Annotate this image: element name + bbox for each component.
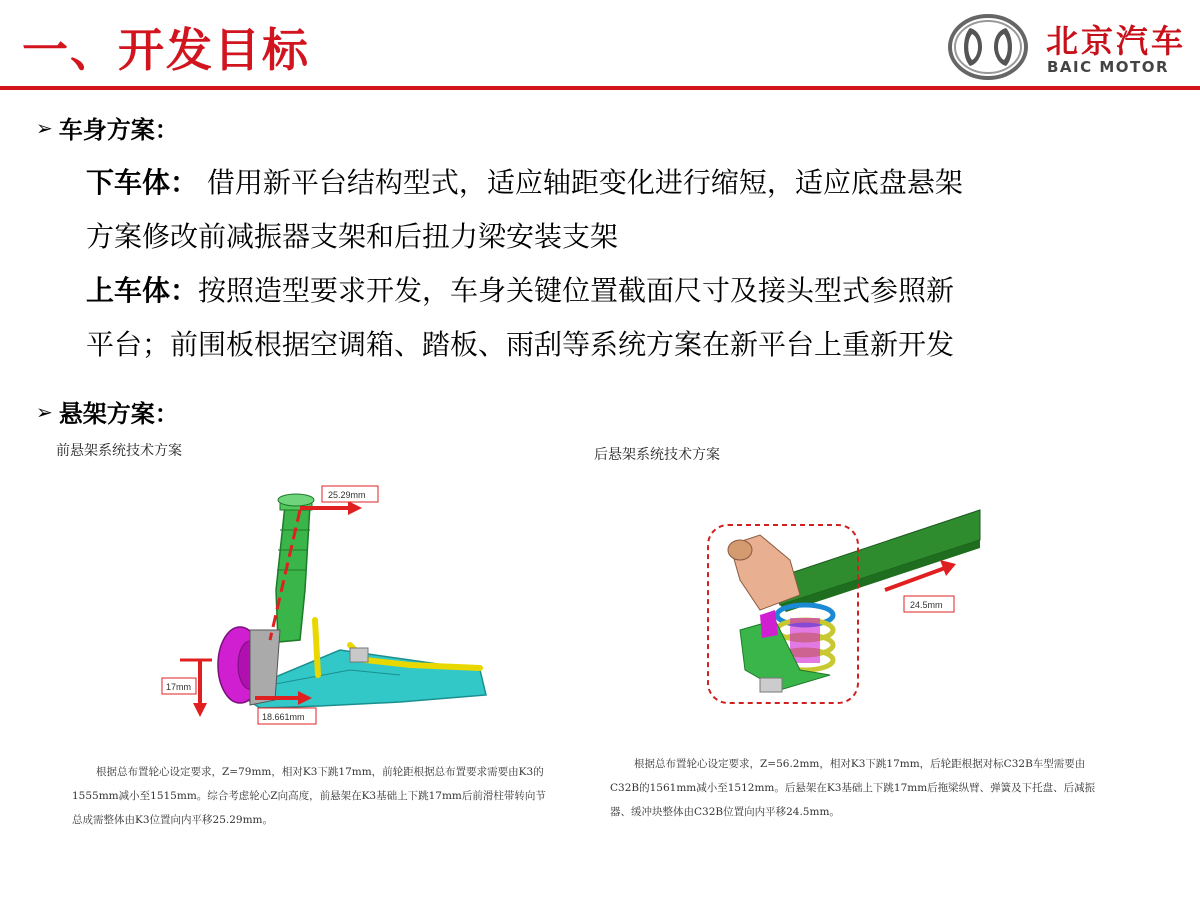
front-suspension-figure: [150, 470, 490, 730]
body-section-heading-text: 车身方案：: [58, 116, 179, 144]
lower-body-label: 下车体：: [86, 166, 199, 199]
front-dim-left-label: 17mm: [166, 682, 192, 692]
upper-body-line-2: 平台；前围板根据空调箱、踏板、雨刮等系统方案在新平台上重新开发: [86, 328, 955, 361]
rear-dim-label: 24.5mm: [910, 600, 943, 610]
front-suspension-diagram: [150, 470, 490, 730]
lower-body-text-1: 借用新平台结构型式，适应轴距变化进行缩短，适应底盘悬架: [198, 166, 963, 199]
bullet-arrow-icon: ➢: [36, 399, 53, 424]
front-note-line-2: 1555mm减小至1515mm。综合考虑轮心Z向高度，前悬架在K3基础上下跳17mm后前滑柱带转向节: [72, 790, 546, 802]
suspension-section-heading-text: 悬架方案：: [58, 400, 179, 428]
lower-body-line-1: [86, 166, 963, 200]
rear-suspension-diagram: [700, 500, 990, 710]
rear-note-line-2: C32B的1561mm减小至1512mm。后悬架在K3基础上下跳17mm后拖梁纵臂、弹簧及下托盘、后减振: [610, 782, 1096, 794]
front-dim-bottom-label: 18.661mm: [262, 712, 305, 722]
logo-text-cn: 北京汽车: [1046, 22, 1187, 60]
bullet-arrow-icon: ➢: [36, 115, 53, 140]
front-dim-top-label: 25.29mm: [328, 490, 366, 500]
baic-logo-icon: [948, 14, 1028, 80]
front-note-line-1: 根据总布置轮心设定要求，Z=79mm，相对K3下跳17mm，前轮距根据总布置要求需要由K3的: [96, 766, 544, 778]
body-section-heading: [36, 110, 179, 145]
front-note-line-3: 总成需整体由K3位置向内平移25.29mm。: [72, 814, 273, 826]
title-divider: [0, 86, 1200, 90]
lower-body-line-2: 方案修改前减振器支架和后扭力梁安装支架: [86, 220, 619, 253]
front-figure-caption: 前悬架系统技术方案: [56, 443, 182, 459]
suspension-section-heading: [36, 394, 179, 429]
slide-title: 一、开发目标: [22, 23, 310, 77]
rear-figure-caption: 后悬架系统技术方案: [594, 447, 720, 463]
rear-suspension-figure: [700, 500, 990, 710]
upper-body-line-1: [86, 274, 954, 308]
upper-body-label: 上车体：: [86, 274, 199, 307]
logo-text-en: BAIC MOTOR: [1047, 58, 1170, 76]
rear-note-line-1: 根据总布置轮心设定要求，Z=56.2mm，相对K3下跳17mm，后轮距根据对标C32B车型需要由: [634, 758, 1086, 770]
rear-note-line-3: 器、缓冲块整体由C32B位置向内平移24.5mm。: [610, 806, 840, 818]
upper-body-text-1: 按照造型要求开发，车身关键位置截面尺寸及接头型式参照新: [198, 274, 955, 307]
brand-logo: [948, 12, 1188, 82]
